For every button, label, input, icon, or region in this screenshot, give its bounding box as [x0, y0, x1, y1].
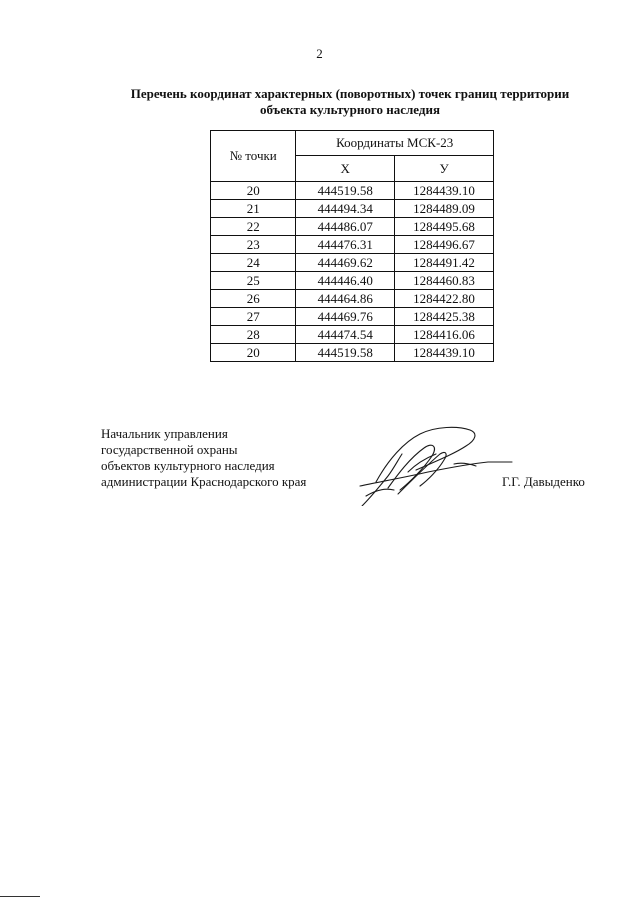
point-number-cell: 24 — [211, 254, 296, 272]
x-coordinate-cell: 444469.62 — [296, 254, 395, 272]
table-row — [211, 326, 494, 344]
y-coordinate-cell: 1284422.80 — [395, 290, 494, 308]
point-number-cell: 26 — [211, 290, 296, 308]
point-number-cell: 23 — [211, 236, 296, 254]
position-line: администрации Краснодарского края — [101, 474, 307, 489]
coordinates-table — [210, 130, 494, 362]
point-number-cell: 21 — [211, 200, 296, 218]
x-coordinate-cell: 444474.54 — [296, 326, 395, 344]
table-row — [211, 218, 494, 236]
x-coordinate-cell: 444464.86 — [296, 290, 395, 308]
y-coordinate-cell: 1284460.83 — [395, 272, 494, 290]
y-coordinate-cell: 1284489.09 — [395, 200, 494, 218]
x-coordinate-cell: 444494.34 — [296, 200, 395, 218]
y-coordinate-cell: 1284425.38 — [395, 308, 494, 326]
table-row — [211, 272, 494, 290]
position-line: государственной охраны — [101, 442, 238, 457]
x-coordinate-cell: 444519.58 — [296, 182, 395, 200]
page-number: 2 — [316, 46, 323, 61]
y-coordinate-cell: 1284496.67 — [395, 236, 494, 254]
coordinates-group-header: Координаты МСК-23 — [296, 131, 494, 156]
table-row — [211, 344, 494, 362]
point-number-cell: 28 — [211, 326, 296, 344]
document-title — [100, 86, 600, 118]
point-number-cell: 20 — [211, 344, 296, 362]
point-number-cell: 20 — [211, 182, 296, 200]
y-column-header: У — [395, 156, 494, 182]
coordinates-table-body — [211, 182, 494, 362]
table-row — [211, 254, 494, 272]
title-line-2: объекта культурного наследия — [260, 102, 440, 117]
signer-name: Г.Г. Давыденко — [502, 474, 585, 489]
x-coordinate-cell: 444519.58 — [296, 344, 395, 362]
title-line-1: Перечень координат характерных (поворотных) точек границ территории — [130, 86, 570, 101]
x-column-header: X — [296, 156, 395, 182]
official-position-block — [101, 426, 306, 490]
table-row — [211, 182, 494, 200]
table-row — [211, 200, 494, 218]
footer-divider — [0, 896, 40, 897]
x-coordinate-cell: 444469.76 — [296, 308, 395, 326]
point-number-cell: 22 — [211, 218, 296, 236]
y-coordinate-cell: 1284491.42 — [395, 254, 494, 272]
y-coordinate-cell: 1284439.10 — [395, 182, 494, 200]
point-number-cell: 25 — [211, 272, 296, 290]
position-line: Начальник управления — [101, 426, 228, 441]
y-coordinate-cell: 1284439.10 — [395, 344, 494, 362]
y-coordinate-cell: 1284416.06 — [395, 326, 494, 344]
x-coordinate-cell: 444446.40 — [296, 272, 395, 290]
y-coordinate-cell: 1284495.68 — [395, 218, 494, 236]
x-coordinate-cell: 444486.07 — [296, 218, 395, 236]
table-row — [211, 290, 494, 308]
table-row — [211, 236, 494, 254]
point-number-header: № точки — [211, 131, 296, 182]
position-line: объектов культурного наследия — [101, 458, 275, 473]
table-row — [211, 308, 494, 326]
x-coordinate-cell: 444476.31 — [296, 236, 395, 254]
point-number-cell: 27 — [211, 308, 296, 326]
handwritten-signature — [358, 424, 518, 506]
